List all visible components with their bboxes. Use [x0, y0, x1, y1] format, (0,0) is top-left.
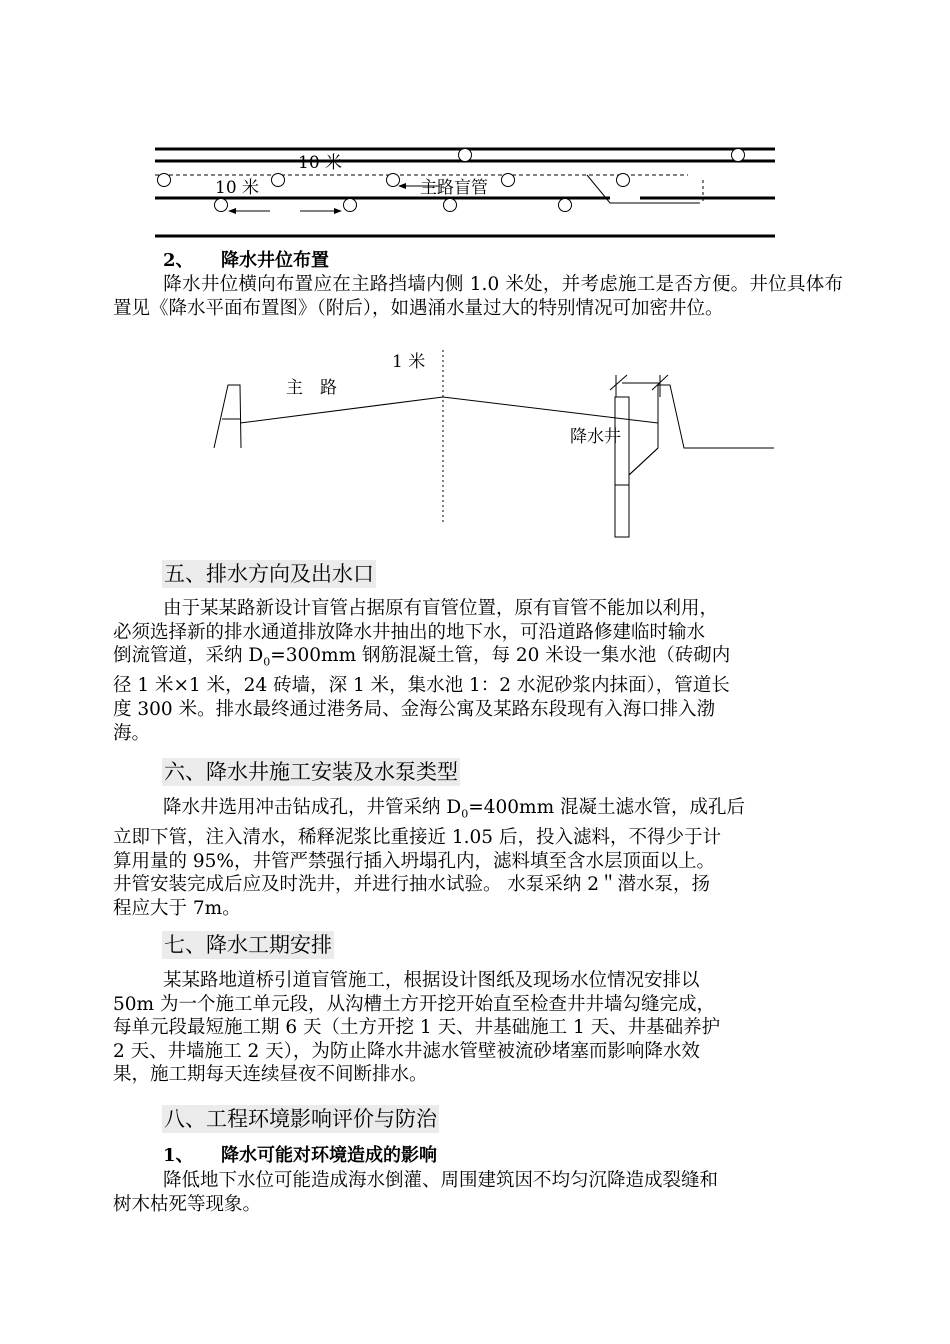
label-10m-top: 10 米 — [298, 153, 343, 173]
section-2-paragraph: 降水井位横向布置应在主路挡墙内侧 1.0 米处，并考虑施工是否方便。井位具体布置见《降水平面布置图》（附后），如遇涌水量过大的特别情况可加密井位。 — [113, 274, 843, 319]
well-marker — [387, 174, 400, 187]
section-2-title: 降水井位布置 — [221, 250, 329, 271]
well-marker — [559, 199, 572, 212]
section-6-paragraph: 降水井选用冲击钻成孔，井管采纳 $D_0=400mm$ 混凝土滤水管，成孔后 立即下管，注入清水，稀释泥浆比重接近 1.05 后，投入滤料，不得少于计 算用量的 95%，井管严禁强行插入坍塌孔内，滤料填至含水层顶面以上。 井管安装完成后应及时洗井，并进行抽水试验。 水泵采纳 2＂潜水泵，扬 程应大于 7m。 — [113, 797, 745, 920]
well-marker — [732, 149, 745, 162]
road-surface-profile — [240, 397, 658, 423]
label-dewatering-well: 降水井 — [570, 427, 621, 447]
well-marker — [158, 174, 171, 187]
section-8-sub-heading — [163, 1144, 437, 1168]
section-7-paragraph: 某某路地道桥引道盲管施工，根据设计图纸及现场水位情况安排以 50m 为一个施工单元段，从沟槽土方开挖开始直至检查井井墙勾缝完成， 每单元段最短施工期 6 天（土方开挖 1 天、井基础施工 1 天、井基础养护 2 天、井墙施工 2 天），为防止降水井滤水管壁被流砂堵塞而影响降水效 果，施工期每天连续昼夜不间断排水。 — [113, 970, 721, 1086]
section-8-heading: 八、工程环境影响评价与防治 — [164, 1107, 437, 1131]
well-marker — [444, 199, 457, 212]
well-marker — [344, 199, 357, 212]
right-retaining-wall — [658, 385, 774, 448]
section-7-heading: 七、降水工期安排 — [164, 933, 332, 957]
well-layout-plan-diagram — [140, 140, 790, 245]
well-marker — [272, 174, 285, 187]
section-8-paragraph: 降低地下水位可能造成海水倒灌、周围建筑因不均匀沉降造成裂缝和 树木枯死等现象。 — [113, 1170, 719, 1215]
section-5-heading: 五、排水方向及出水口 — [164, 562, 374, 586]
well-cross-section-diagram — [200, 345, 790, 540]
label-main-road: 主 路 — [286, 378, 337, 398]
section-8-sub-title: 降水可能对环境造成的影响 — [221, 1145, 437, 1166]
label-main-blind-pipe: 主路盲管 — [420, 178, 488, 198]
section-8-sub-number: 1、 — [163, 1145, 194, 1166]
well-marker — [459, 149, 472, 162]
left-retaining-wall — [214, 385, 241, 448]
label-1m: 1 米 — [392, 352, 426, 372]
section-2-number: 2、 — [163, 250, 194, 271]
well-marker — [215, 199, 228, 212]
label-10m-left: 10 米 — [215, 178, 260, 198]
well-marker — [617, 174, 630, 187]
section-5-paragraph: 由于某某路新设计盲管占据原有盲管位置，原有盲管不能加以利用， 必须选择新的排水通道排放降水井抽出的地下水，可沿道路修建临时输水 倒流管道，采纳 $D_0=300mm$ 钢筋混凝土管，每 20 米设一集水池（砖砌内 径 1 米×1 米，24 砖墙，深 1 米，集水池 1：2 水泥砂浆内抹面），管道长 度 300 米。排水最终通过港务局、金海公寓及某路东段现有入海口排入渤 海。 — [113, 598, 731, 744]
well-marker — [502, 174, 515, 187]
section-6-heading: 六、降水井施工安装及水泵类型 — [164, 760, 458, 784]
section-2-heading — [163, 249, 329, 273]
